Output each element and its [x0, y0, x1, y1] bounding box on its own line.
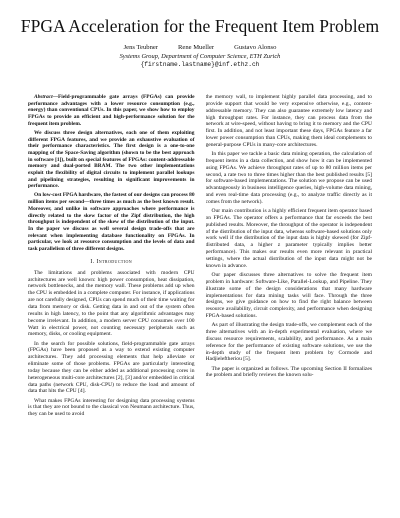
body-paragraph: What makes FPGAs interesting for designing data processing systems is that they are not bound to the classical von Neumann architecture. Thus, they can be used to avoid	[28, 397, 195, 418]
author-name: Gustavo Alonso	[234, 44, 277, 51]
left-column	[28, 94, 195, 512]
body-paragraph: The paper is organized as follows. The upcoming Section II formalizes the problem and briefly reviews the known solu-	[205, 365, 372, 379]
section-heading-introduction: I. Introduction	[90, 258, 133, 265]
body-paragraph: In this paper we tackle a basic data mining operation, the calculation of frequent items in a data collection, and show how it can be implemented using FPGAs. We achieve throughput rates of up to 80 million items per second, a rate two to three times higher than the best published results [5] for software-based implementations. The solution we propose can be used advantageously in business intelligence queries, high-volume data mining, and even real-time data processing (e.g., to analyze traffic directly as it comes from the network).	[205, 151, 372, 205]
right-column	[206, 94, 373, 512]
author-name: Rene Mueller	[178, 44, 215, 51]
abstract-paragraph: On low-cost FPGA hardware, the fastest of our designs can process 80 million items per second—three times as much as the best known result. Moreover, and unlike in software approaches where performance is directly related to the skew factor of the Zipf distribution, the high throughput is independent of the skew of the distribution of the input. In the paper we discuss as well several design trade-offs that are relevant when implementing database functionality on FPGAs. In particular, we look at resource consumption and the levels of data and task parallelism of three different designs.	[28, 192, 195, 253]
author-name: Jens Teubner	[123, 44, 158, 51]
abstract-paragraph: We discuss three design alternatives, each one of them exploiting different FPGA features, and we provide an exhaustive evaluation of their performance characteristics. The first design is a one-to-one mapping of the Space-Saving algorithm (shown to be the best approach in software [1]), built on special features of FPGAs: content-addressable memory and dual-ported BRAM. The two other implementations exploit the flexibility of digital circuits to implement parallel lookups and pipelining strategies, resulting in significant improvements in performance.	[28, 129, 195, 190]
abstract-text: Field-programmable gate arrays (FPGAs) can provide performance advantages with a lower resource consumption (e.g., energy) than conventional CPUs. In this paper, we show how to employ FPGAs to provide an efficient and high-performance solution for the frequent item problem.	[28, 94, 195, 127]
author-list	[0, 44, 400, 52]
paper-title: FPGA Acceleration for the Frequent Item Problem	[20, 16, 380, 36]
body-paragraph: Our paper discusses three alternatives to solve the frequent item problem in hardware: Software-Like, Parallel-Lookup, and Pipeline. They illustrate some of the design considerations that many hardware implementations for data mining tasks will face. Through the three designs, we give guidance on how to find the right balance between resource availability, circuit complexity, and performance when designing FPGA-based solutions.	[205, 271, 372, 320]
body-paragraph: The limitations and problems associated with modern CPU architectures are well known: high power consumption, heat dissipation, network bottlenecks, and the memory wall. These problems add up when the CPU is embedded in a complete computer. For instance, if applications are not carefully designed, CPUs can spend much of their time waiting for data from memory or disk. Getting data in and out of the system often results in high latency, to the point that any algorithmic advantages may become irrelevant. In addition, a modern server CPU consumes over 100 Watt in electrical power, not counting necessary peripherals such as memory, disks, or cooling equipment.	[28, 269, 195, 338]
abstract	[28, 94, 195, 128]
two-column-body	[28, 94, 372, 512]
author-email: {firstname.lastname}@inf.ethz.ch	[140, 61, 260, 68]
body-paragraph: In the search for possible solutions, field-programmable gate arrays (FPGAs) have been proposed as a way to extend existing computer architectures. They add processing elements that help alleviate or eliminate some of those problems. FPGAs are particularly interesting today because they can be either added as additional processing cores in heterogeneous multi-core architectures [2], [3] and/or embedded in critical data paths (network CPU, disk-CPU) to reduce the load and amount of data that hits the CPU [4].	[28, 340, 195, 395]
body-paragraph: Our main contribution is a highly efficient frequent item operator based on FPGAs. The operator offers a performance that far exceeds the best published results. Moreover, the throughput of the operator is independent of the distribution of the input data, whereas software-based solutions only work well if the distribution of the input data is highly skewed (for Zipf-distributed data, a higher z parameter typically implies better performance). This makes our results even more relevant in practical settings, where the actual distribution of the input data might not be known in advance.	[205, 208, 372, 269]
abstract-lead: Abstract—	[34, 94, 58, 100]
affiliation: Systems Group, Department of Computer Science, ETH Zurich	[119, 53, 281, 60]
body-paragraph: As part of illustrating the design trade-offs, we complement each of the three alternatives with an in-depth experimental evaluation, where we discuss resource requirements, scalability, and performance. As a main reference for the performance of existing software solutions, we use the in-depth study of the frequent item problem by Cormode and Hadjieleftheriou [5].	[205, 322, 372, 363]
body-paragraph: the memory wall, to implement highly parallel data processing, and to provide support that would be very expensive otherwise, e.g., content-addressable memory. They can also guarantee extremely low latency and high throughput rates. For instance, they can process data from the network at wire-speed, without having to bring it to memory and the CPU first. In addition, and not least important these days, FPGAs feature a far lower power consumption than CPUs, making them ideal complements to general-purpose CPUs in many-core architectures.	[205, 94, 372, 148]
